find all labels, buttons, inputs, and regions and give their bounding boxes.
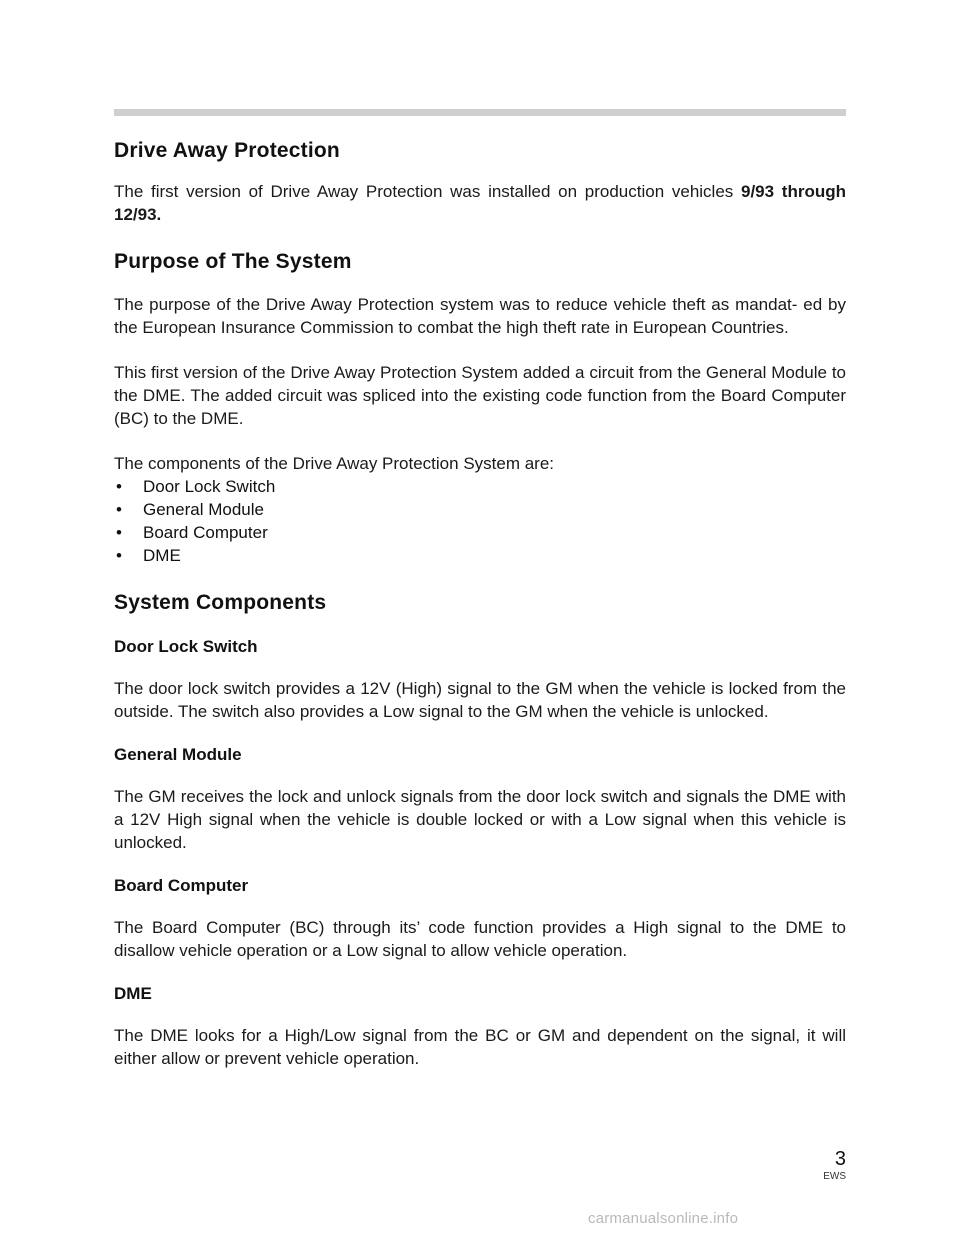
purpose-heading: Purpose of The System [114,250,352,273]
section-code: EWS [823,1171,846,1182]
dme-heading: DME [114,984,152,1003]
page-footer [823,1148,846,1184]
system-components-heading: System Components [114,591,327,614]
components-list [114,475,846,567]
purpose-paragraph-2: This first version of the Drive Away Protection System added a circuit from the General Module to the DME. The added circuit was spliced into the existing code function from the Board Computer (BC) to the DME. [114,363,846,428]
list-item: • Board Computer [116,523,268,542]
general-module-heading: General Module [114,745,242,764]
document-body [114,139,846,1070]
watermark: carmanualsonline.info [588,1210,739,1227]
intro-text: The first version of Drive Away Protection was installed on production vehicles [114,182,741,201]
page-title: Drive Away Protection [114,139,340,162]
list-item: • DME [116,546,181,565]
bullet-icon: • [116,477,122,496]
board-computer-paragraph: The Board Computer (BC) through its’ code function provides a High signal to the DME to disallow vehicle operation or a Low signal to allow vehicle operation. [114,918,846,960]
bullet-icon: • [116,500,122,519]
components-list-intro: The components of the Drive Away Protection System are: [114,454,555,473]
bullet-icon: • [116,546,122,565]
list-item: • Door Lock Switch [116,477,276,496]
list-item: • General Module [116,500,264,519]
page-number: 3 [834,1148,846,1170]
board-computer-heading: Board Computer [114,876,249,895]
door-lock-switch-paragraph: The door lock switch provides a 12V (High) signal to the GM when the vehicle is locked from the outside. The switch also provides a Low signal to the GM when the vehicle is unlocked. [114,679,846,721]
door-lock-switch-heading: Door Lock Switch [114,637,258,656]
general-module-paragraph: The GM receives the lock and unlock signals from the door lock switch and signals the DME with a 12V High signal when the vehicle is double locked or with a Low signal when this vehicle is unlocked. [114,787,846,852]
intro-paragraph [114,180,846,226]
top-divider [114,109,846,116]
intro-date-range: 9/93 through 12/93. [114,182,846,224]
purpose-paragraph-1: The purpose of the Drive Away Protection system was to reduce vehicle theft as mandat- ed by the European Insurance Commission to combat the high theft rate in European Countries. [114,295,846,337]
dme-paragraph: The DME looks for a High/Low signal from the BC or GM and dependent on the signal, it will either allow or prevent vehicle operation. [114,1026,846,1068]
bullet-icon: • [116,523,122,542]
